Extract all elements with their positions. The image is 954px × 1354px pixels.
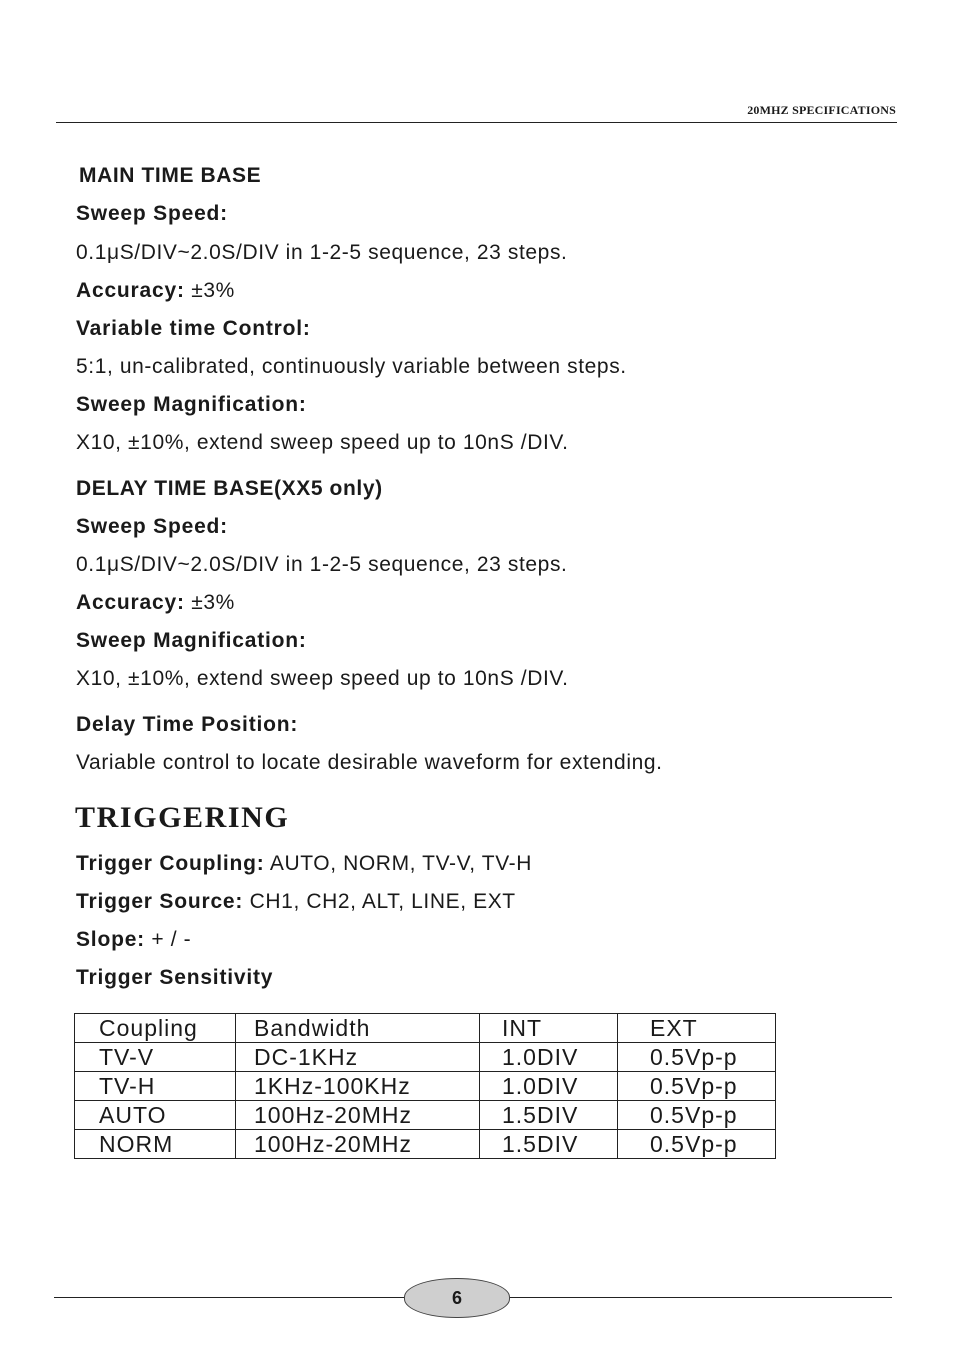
delay-sweep-speed-label: Sweep Speed: — [76, 515, 228, 538]
header-divider — [56, 122, 897, 123]
delay-accuracy-value: ±3% — [191, 591, 235, 614]
trigger-coupling-label: Trigger Coupling: — [76, 852, 265, 875]
table-cell: NORM — [75, 1130, 236, 1159]
table-cell: AUTO — [75, 1101, 236, 1130]
table-cell: TV-V — [75, 1043, 236, 1072]
table-header-cell: Bandwidth — [236, 1014, 480, 1043]
table-cell: 0.5Vp-p — [618, 1043, 776, 1072]
slope-value: + / - — [151, 928, 192, 951]
delay-magnification-label: Sweep Magnification: — [76, 629, 307, 652]
main-variable-value: 5:1, un-calibrated, continuously variable between steps. — [76, 355, 627, 378]
main-sweep-speed-label: Sweep Speed: — [76, 202, 228, 225]
table-cell: 100Hz-20MHz — [236, 1101, 480, 1130]
slope-label: Slope: — [76, 928, 145, 951]
table-cell: 100Hz-20MHz — [236, 1130, 480, 1159]
main-accuracy-label: Accuracy: — [76, 279, 185, 302]
main-sweep-speed-value: 0.1μS/DIV~2.0S/DIV in 1-2-5 sequence, 23 steps. — [76, 241, 568, 264]
trigger-source-row — [76, 889, 516, 915]
table-cell: 0.5Vp-p — [618, 1130, 776, 1159]
main-magnification-label: Sweep Magnification: — [76, 393, 307, 416]
delay-accuracy-label: Accuracy: — [76, 591, 185, 614]
header-title: 20MHZ SPECIFICATIONS — [747, 103, 896, 117]
trigger-source-label: Trigger Source: — [76, 890, 244, 913]
table-row — [75, 1101, 776, 1130]
page-number-badge: 6 — [404, 1278, 510, 1318]
delay-sweep-speed-value: 0.1μS/DIV~2.0S/DIV in 1-2-5 sequence, 23 steps. — [76, 553, 568, 576]
delay-position-value: Variable control to locate desirable waveform for extending. — [76, 751, 663, 774]
table-cell: 1.5DIV — [480, 1130, 618, 1159]
table-cell: 0.5Vp-p — [618, 1101, 776, 1130]
table-cell: 1.0DIV — [480, 1072, 618, 1101]
main-accuracy-row — [76, 278, 235, 304]
table-row — [75, 1043, 776, 1072]
trigger-source-value: CH1, CH2, ALT, LINE, EXT — [249, 890, 516, 913]
trigger-coupling-value: AUTO, NORM, TV-V, TV-H — [269, 852, 533, 875]
main-magnification-value: X10, ±10%, extend sweep speed up to 10nS /DIV. — [76, 431, 569, 454]
table-cell: 1.0DIV — [480, 1043, 618, 1072]
table-cell: TV-H — [75, 1072, 236, 1101]
table-header-cell: INT — [480, 1014, 618, 1043]
table-cell: DC-1KHz — [236, 1043, 480, 1072]
table-row — [75, 1130, 776, 1159]
trigger-coupling-row — [76, 851, 532, 877]
delay-magnification-value: X10, ±10%, extend sweep speed up to 10nS /DIV. — [76, 667, 569, 690]
main-time-base-heading: MAIN TIME BASE — [79, 164, 262, 187]
table-header-row — [75, 1014, 776, 1043]
trigger-sensitivity-label: Trigger Sensitivity — [76, 966, 274, 989]
table-cell: 1.5DIV — [480, 1101, 618, 1130]
delay-time-base-heading: DELAY TIME BASE(XX5 only) — [76, 477, 383, 500]
main-accuracy-value: ±3% — [191, 279, 235, 302]
table-cell: 1KHz-100KHz — [236, 1072, 480, 1101]
main-variable-label: Variable time Control: — [76, 317, 311, 340]
table-header-cell: Coupling — [75, 1014, 236, 1043]
delay-position-label: Delay Time Position: — [76, 713, 299, 736]
table-row — [75, 1072, 776, 1101]
delay-accuracy-row — [76, 590, 235, 616]
trigger-sensitivity-table — [74, 1013, 776, 1159]
triggering-heading: TRIGGERING — [75, 801, 290, 834]
slope-row — [76, 927, 191, 953]
table-header-cell: EXT — [618, 1014, 776, 1043]
table-cell: 0.5Vp-p — [618, 1072, 776, 1101]
